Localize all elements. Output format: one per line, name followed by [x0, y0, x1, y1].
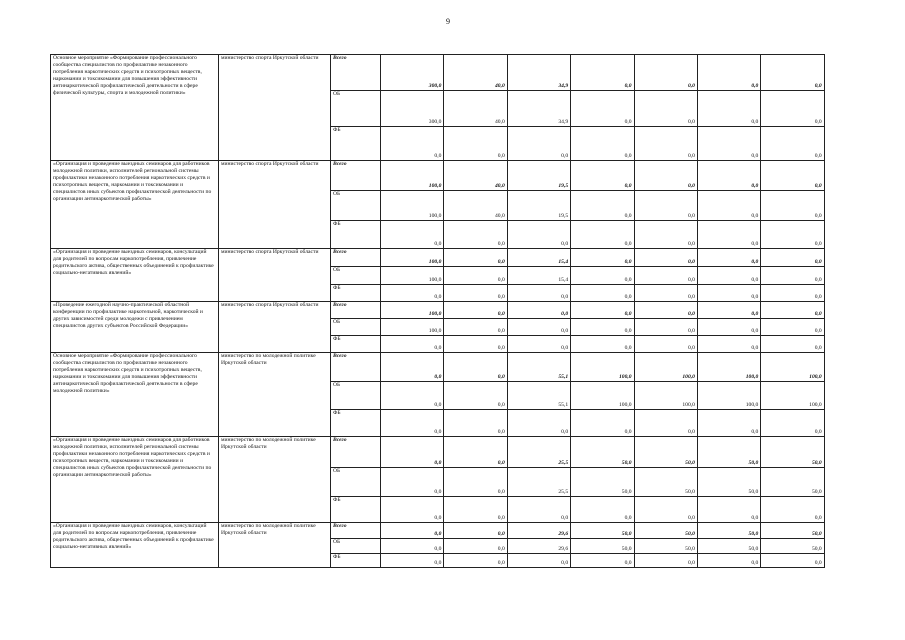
- value-cell: 50,0: [761, 523, 824, 539]
- executor-cell: министерство по молодежной политике Иркутской области: [219, 353, 331, 437]
- value-cell: 0,0: [444, 468, 507, 497]
- funding-source-cell: Всего: [331, 55, 381, 91]
- value-cell: 100,0: [381, 319, 444, 336]
- value-cell: 0,0: [761, 191, 824, 221]
- value-cell: 15,4: [507, 249, 570, 267]
- value-cell: 0,0: [761, 161, 824, 191]
- value-cell: 0,0: [634, 249, 697, 267]
- value-cell: 40,0: [444, 191, 507, 221]
- value-cell: 0,0: [381, 539, 444, 554]
- activity-name-cell: «Проведение ежегодной научно-практической областной конференции по профилактике наркотельной, наркотической и других зависимостей среди молодежи с привлечением специалистов других субъектов Российской Федерации»: [51, 302, 219, 353]
- value-cell: 0,0: [761, 285, 824, 302]
- value-cell: 100,0: [381, 267, 444, 285]
- value-cell: 0,0: [507, 319, 570, 336]
- table-row: [51, 249, 825, 267]
- page-number: 9: [446, 17, 450, 26]
- value-cell: 40,0: [444, 55, 507, 91]
- value-cell: 34,9: [507, 55, 570, 91]
- value-cell: 34,9: [507, 91, 570, 127]
- value-cell: 0,0: [761, 497, 824, 523]
- funding-source-cell: Всего: [331, 523, 381, 539]
- value-cell: 100,0: [381, 161, 444, 191]
- activity-name-cell: «Организация и проведение выездных семинаров для работников молодежной политики, исполнителей региональной системы профилактики незаконного потребления наркотических средств и психотропных веществ, наркомании и токсикомании и специалистов иных субъектов профилактической деятельности по организации антинаркотической работы»: [51, 161, 219, 249]
- value-cell: 50,0: [634, 468, 697, 497]
- value-cell: 0,0: [634, 267, 697, 285]
- value-cell: 0,0: [571, 91, 634, 127]
- value-cell: 0,0: [634, 91, 697, 127]
- value-cell: 0,0: [634, 302, 697, 319]
- value-cell: 0,0: [697, 55, 760, 91]
- executor-cell: министерство спорта Иркутской области: [219, 302, 331, 353]
- value-cell: 0,0: [381, 336, 444, 353]
- value-cell: 0,0: [697, 302, 760, 319]
- value-cell: 0,0: [571, 191, 634, 221]
- value-cell: 0,0: [507, 410, 570, 437]
- value-cell: 100,0: [697, 382, 760, 410]
- value-cell: 0,0: [444, 285, 507, 302]
- value-cell: 0,0: [507, 285, 570, 302]
- value-cell: 0,0: [507, 554, 570, 568]
- value-cell: 55,1: [507, 382, 570, 410]
- value-cell: 50,0: [761, 468, 824, 497]
- value-cell: 0,0: [634, 554, 697, 568]
- table-row: [51, 161, 825, 191]
- value-cell: 0,0: [634, 161, 697, 191]
- value-cell: 0,0: [381, 410, 444, 437]
- value-cell: 50,0: [697, 523, 760, 539]
- value-cell: 0,0: [444, 319, 507, 336]
- value-cell: 0,0: [444, 437, 507, 468]
- value-cell: 50,0: [571, 539, 634, 554]
- value-cell: 0,0: [381, 382, 444, 410]
- value-cell: 100,0: [634, 353, 697, 382]
- funding-source-cell: ФБ: [331, 554, 381, 568]
- value-cell: 100,0: [381, 302, 444, 319]
- value-cell: 0,0: [761, 410, 824, 437]
- value-cell: 0,0: [761, 91, 824, 127]
- table-row: [51, 523, 825, 539]
- value-cell: 0,0: [381, 437, 444, 468]
- value-cell: 19,5: [507, 161, 570, 191]
- value-cell: 0,0: [571, 497, 634, 523]
- value-cell: 100,0: [571, 353, 634, 382]
- value-cell: 0,0: [571, 302, 634, 319]
- funding-source-cell: ОБ: [331, 319, 381, 336]
- budget-table-body: [51, 55, 825, 568]
- value-cell: 0,0: [697, 285, 760, 302]
- value-cell: 0,0: [634, 55, 697, 91]
- value-cell: 0,0: [634, 410, 697, 437]
- value-cell: 0,0: [571, 55, 634, 91]
- value-cell: 300,0: [381, 55, 444, 91]
- value-cell: 0,0: [444, 267, 507, 285]
- value-cell: 0,0: [761, 267, 824, 285]
- value-cell: 0,0: [697, 554, 760, 568]
- value-cell: 0,0: [507, 302, 570, 319]
- value-cell: 0,0: [571, 161, 634, 191]
- table-row: [51, 55, 825, 91]
- value-cell: 100,0: [697, 353, 760, 382]
- value-cell: 100,0: [634, 382, 697, 410]
- value-cell: 0,0: [381, 468, 444, 497]
- value-cell: 0,0: [571, 285, 634, 302]
- funding-source-cell: ФБ: [331, 285, 381, 302]
- executor-cell: министерство спорта Иркутской области: [219, 161, 331, 249]
- value-cell: 0,0: [381, 554, 444, 568]
- value-cell: 40,0: [444, 91, 507, 127]
- value-cell: 15,4: [507, 267, 570, 285]
- value-cell: 0,0: [761, 221, 824, 249]
- value-cell: 0,0: [634, 285, 697, 302]
- funding-source-cell: ФБ: [331, 221, 381, 249]
- value-cell: 0,0: [761, 249, 824, 267]
- funding-source-cell: Всего: [331, 161, 381, 191]
- value-cell: 300,0: [381, 91, 444, 127]
- funding-source-cell: ФБ: [331, 497, 381, 523]
- value-cell: 0,0: [697, 161, 760, 191]
- value-cell: 0,0: [507, 336, 570, 353]
- table-row: [51, 353, 825, 382]
- funding-source-cell: Всего: [331, 353, 381, 382]
- value-cell: 0,0: [697, 319, 760, 336]
- value-cell: 0,0: [761, 319, 824, 336]
- executor-cell: министерство спорта Иркутской области: [219, 249, 331, 302]
- value-cell: 0,0: [571, 221, 634, 249]
- value-cell: 100,0: [761, 382, 824, 410]
- value-cell: 0,0: [634, 336, 697, 353]
- value-cell: 0,0: [634, 497, 697, 523]
- funding-source-cell: ОБ: [331, 91, 381, 127]
- funding-source-cell: ОБ: [331, 191, 381, 221]
- value-cell: 0,0: [571, 410, 634, 437]
- value-cell: 0,0: [571, 554, 634, 568]
- value-cell: 0,0: [761, 336, 824, 353]
- value-cell: 50,0: [634, 437, 697, 468]
- value-cell: 0,0: [444, 523, 507, 539]
- value-cell: 25,5: [507, 437, 570, 468]
- value-cell: 0,0: [444, 302, 507, 319]
- value-cell: 0,0: [444, 539, 507, 554]
- value-cell: 0,0: [697, 497, 760, 523]
- value-cell: 55,1: [507, 353, 570, 382]
- value-cell: 50,0: [571, 437, 634, 468]
- value-cell: 0,0: [444, 382, 507, 410]
- value-cell: 0,0: [381, 523, 444, 539]
- value-cell: 0,0: [697, 127, 760, 161]
- value-cell: 0,0: [507, 127, 570, 161]
- value-cell: 0,0: [381, 497, 444, 523]
- value-cell: 100,0: [381, 191, 444, 221]
- table-row: [51, 437, 825, 468]
- activity-name-cell: Основное мероприятие «Формирование профессионального сообщества специалистов по профилактике незаконного потребления наркотических средств и психотропных веществ, наркомании и токсикомании для повышения эффективности антинаркотической профилактической деятельности в сфере физической культуры, спорта и молодежной политики»: [51, 55, 219, 161]
- value-cell: 0,0: [444, 249, 507, 267]
- value-cell: 0,0: [571, 249, 634, 267]
- value-cell: 0,0: [507, 221, 570, 249]
- value-cell: 0,0: [571, 336, 634, 353]
- value-cell: 0,0: [571, 267, 634, 285]
- funding-source-cell: Всего: [331, 437, 381, 468]
- value-cell: 40,0: [444, 161, 507, 191]
- activity-name-cell: «Организация и проведение выездных семинаров, консультаций для родителей по вопросам наркопотребления, привлечение родительского актива, общественных объединений к профилактике социально-негативных явлений»: [51, 523, 219, 568]
- value-cell: 0,0: [444, 497, 507, 523]
- value-cell: 0,0: [444, 127, 507, 161]
- value-cell: 0,0: [697, 410, 760, 437]
- value-cell: 0,0: [381, 127, 444, 161]
- funding-source-cell: ФБ: [331, 127, 381, 161]
- funding-source-cell: ФБ: [331, 410, 381, 437]
- value-cell: 50,0: [697, 468, 760, 497]
- executor-cell: министерство по молодежной политике Иркутской области: [219, 523, 331, 568]
- value-cell: 0,0: [381, 221, 444, 249]
- value-cell: 0,0: [634, 127, 697, 161]
- funding-source-cell: ОБ: [331, 382, 381, 410]
- value-cell: 0,0: [634, 191, 697, 221]
- value-cell: 0,0: [761, 302, 824, 319]
- value-cell: 50,0: [571, 523, 634, 539]
- executor-cell: министерство спорта Иркутской области: [219, 55, 331, 161]
- table-row: [51, 302, 825, 319]
- value-cell: 19,5: [507, 191, 570, 221]
- value-cell: 100,0: [381, 249, 444, 267]
- value-cell: 0,0: [761, 127, 824, 161]
- value-cell: 29,6: [507, 539, 570, 554]
- value-cell: 50,0: [634, 523, 697, 539]
- value-cell: 0,0: [697, 221, 760, 249]
- value-cell: 0,0: [381, 285, 444, 302]
- value-cell: 50,0: [697, 539, 760, 554]
- value-cell: 0,0: [634, 221, 697, 249]
- value-cell: 100,0: [571, 382, 634, 410]
- value-cell: 0,0: [381, 353, 444, 382]
- funding-source-cell: ОБ: [331, 267, 381, 285]
- value-cell: 0,0: [697, 91, 760, 127]
- value-cell: 50,0: [761, 437, 824, 468]
- value-cell: 0,0: [507, 497, 570, 523]
- value-cell: 0,0: [697, 267, 760, 285]
- value-cell: 0,0: [761, 55, 824, 91]
- value-cell: 100,0: [761, 353, 824, 382]
- value-cell: 0,0: [444, 554, 507, 568]
- value-cell: 0,0: [761, 554, 824, 568]
- value-cell: 0,0: [634, 319, 697, 336]
- value-cell: 50,0: [761, 539, 824, 554]
- value-cell: 29,6: [507, 523, 570, 539]
- value-cell: 0,0: [444, 410, 507, 437]
- activity-name-cell: «Организация и проведение выездных семинаров для работников молодежной политики, исполнителей региональной системы профилактики незаконного потребления наркотических средств и психотропных веществ, наркомании и токсикомании и специалистов иных субъектов профилактической деятельности по организации антинаркотической работы»: [51, 437, 219, 523]
- funding-source-cell: ОБ: [331, 539, 381, 554]
- funding-source-cell: Всего: [331, 249, 381, 267]
- funding-source-cell: ФБ: [331, 336, 381, 353]
- budget-table: [50, 54, 825, 568]
- activity-name-cell: «Организация и проведение выездных семинаров, консультаций для родителей по вопросам наркопотребления, привлечение родительского актива, общественных объединений к профилактике социально-негативных явлений»: [51, 249, 219, 302]
- value-cell: 0,0: [444, 353, 507, 382]
- value-cell: 50,0: [634, 539, 697, 554]
- value-cell: 0,0: [697, 336, 760, 353]
- value-cell: 0,0: [697, 249, 760, 267]
- funding-source-cell: Всего: [331, 302, 381, 319]
- value-cell: 50,0: [697, 437, 760, 468]
- value-cell: 50,0: [571, 468, 634, 497]
- activity-name-cell: Основное мероприятие «Формирование профессионального сообщества специалистов по профилактике незаконного потребления наркотических средств и психотропных веществ, наркомании и токсикомании для повышения эффективности антинаркотической профилактической деятельности в сфере молодежной политики»: [51, 353, 219, 437]
- value-cell: 0,0: [571, 319, 634, 336]
- funding-source-cell: ОБ: [331, 468, 381, 497]
- value-cell: 0,0: [697, 191, 760, 221]
- value-cell: 0,0: [444, 221, 507, 249]
- executor-cell: министерство по молодежной политике Иркутской области: [219, 437, 331, 523]
- value-cell: 25,5: [507, 468, 570, 497]
- value-cell: 0,0: [444, 336, 507, 353]
- value-cell: 0,0: [571, 127, 634, 161]
